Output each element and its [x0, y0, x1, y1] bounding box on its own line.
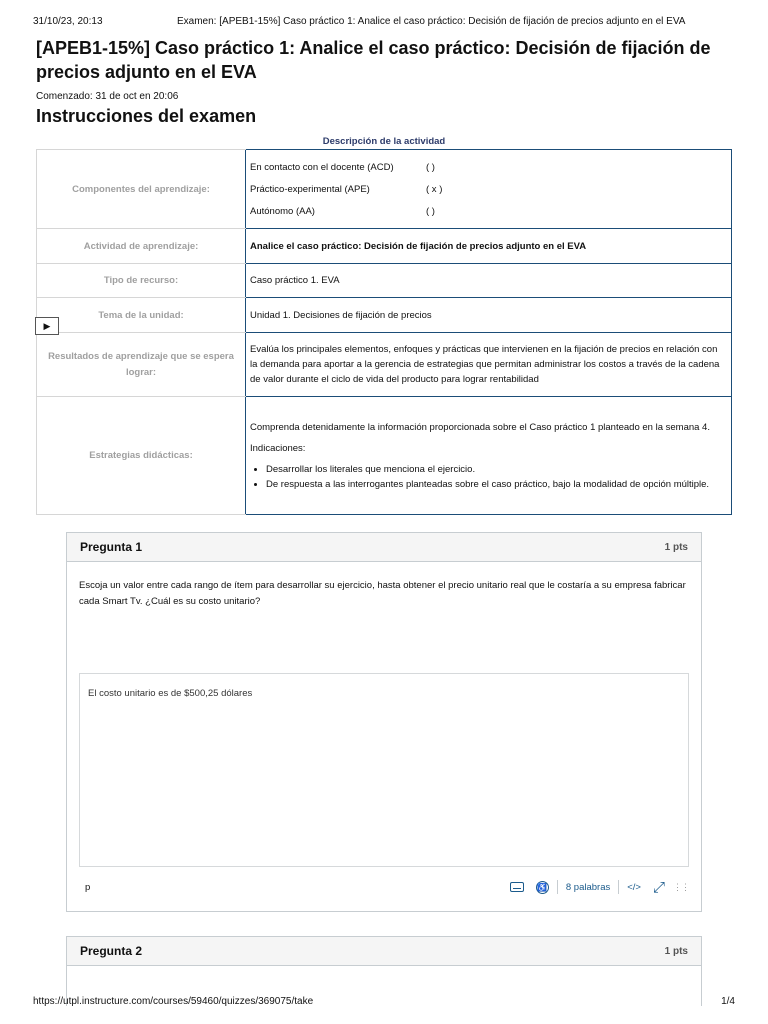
unit-label: Tema de la unidad: — [37, 298, 246, 333]
resize-grip-icon[interactable]: ⋮⋮ — [673, 881, 689, 892]
print-header — [33, 16, 735, 27]
activity-description-heading: Descripción de la actividad — [322, 136, 446, 147]
keyboard-icon — [510, 882, 524, 892]
component-acd — [250, 156, 727, 178]
components-label: Componentes del aprendizaje: — [37, 150, 246, 229]
accessibility-icon: ♿ — [537, 882, 548, 892]
row-results — [37, 333, 732, 397]
results-label: Resultados de aprendizaje que se espera lograr: — [37, 333, 246, 397]
activity-value: Analice el caso práctico: Decisión de fijación de precios adjunto en el EVA — [246, 229, 732, 264]
divider — [618, 880, 619, 894]
component-mark: ( ) — [426, 205, 435, 217]
question-points: 1 pts — [664, 945, 688, 957]
print-date: 31/10/23, 20:13 — [33, 16, 103, 27]
component-name: En contacto con el docente (ACD) — [250, 161, 394, 173]
answer-text[interactable]: El costo unitario es de $500,25 dólares — [88, 688, 253, 699]
exam-title: [APEB1-15%] Caso práctico 1: Analice el caso práctico: Decisión de fijación de precios adjunto en el EVA — [36, 38, 711, 82]
question-points: 1 pts — [664, 541, 688, 553]
activity-label: Actividad de aprendizaje: — [37, 229, 246, 264]
row-strategies — [37, 397, 732, 515]
print-url: https://utpl.instructure.com/courses/59460/quizzes/369075/take — [33, 996, 314, 1007]
resource-label: Tipo de recurso: — [37, 264, 246, 298]
word-count[interactable]: 8 palabras — [565, 881, 611, 893]
strategies-value — [246, 397, 732, 515]
component-name: Autónomo (AA) — [250, 205, 315, 217]
accessibility-checker-button[interactable] — [536, 881, 549, 894]
print-title: Examen: [APEB1-15%] Caso práctico 1: Analice el caso práctico: Decisión de fijación de precios adjunto en el EVA — [177, 16, 686, 27]
question-title: Pregunta 1 — [80, 540, 143, 554]
divider — [557, 880, 558, 894]
question-title: Pregunta 2 — [80, 944, 143, 958]
list-item: • Desarrollar los literales que menciona el ejercicio. — [266, 462, 727, 477]
activity-table — [36, 149, 732, 515]
keyboard-shortcuts-button[interactable] — [510, 882, 536, 892]
row-resource — [37, 264, 732, 298]
started-at: Comenzado: 31 de oct en 20:06 — [36, 91, 179, 102]
row-components — [37, 150, 732, 229]
answer-editor[interactable] — [79, 673, 689, 867]
component-aa — [250, 200, 727, 222]
html-editor-toggle[interactable]: </> — [627, 881, 641, 893]
print-page-number: 1/4 — [721, 996, 735, 1007]
strategies-indications: Indicaciones: — [250, 442, 306, 454]
element-path[interactable]: p — [85, 881, 91, 893]
question-text: Escoja un valor entre cada rango de ítem para desarrollar su ejercicio, hasta obtener el precio unitario real que le costaría a su empresa fabricar cada Smart Tv. ¿Cuál es su costo unitario? — [79, 580, 686, 607]
fullscreen-icon[interactable]: ⤢ — [652, 878, 665, 896]
question-1 — [66, 532, 702, 912]
media-play-button[interactable] — [35, 317, 59, 335]
results-value: Evalúa los principales elementos, enfoques y prácticas que intervienen en la fijación de precios en relación con la demanda para aportar a la gerencia de estrategias que permitan administrar los costos a través de la cadena de valor durante el ciclo de vida del producto para lograr rentabilidad — [246, 333, 732, 397]
component-mark: ( x ) — [426, 183, 443, 195]
component-ape — [250, 178, 727, 200]
strategies-list — [266, 462, 727, 492]
list-item: • De respuesta a las interrogantes planteadas sobre el caso práctico, bajo la modalidad de opción múltiple. — [266, 477, 727, 492]
component-mark: ( ) — [426, 161, 435, 173]
strategies-intro: Comprenda detenidamente la información proporcionada sobre el Caso práctico 1 planteado en la semana 4. — [250, 421, 710, 433]
print-footer — [33, 996, 735, 1007]
editor-status-bar — [79, 877, 689, 897]
strategies-label: Estrategias didácticas: — [37, 397, 246, 515]
play-icon: ▶ — [43, 320, 51, 331]
question-header — [67, 937, 701, 966]
row-activity — [37, 229, 732, 264]
row-unit — [37, 298, 732, 333]
question-header — [67, 533, 701, 562]
unit-value: Unidad 1. Decisiones de fijación de precios — [246, 298, 732, 333]
component-name: Práctico-experimental (APE) — [250, 183, 370, 195]
components-value — [246, 150, 732, 229]
instructions-title: Instrucciones del examen — [36, 106, 257, 126]
resource-value: Caso práctico 1. EVA — [246, 264, 732, 298]
